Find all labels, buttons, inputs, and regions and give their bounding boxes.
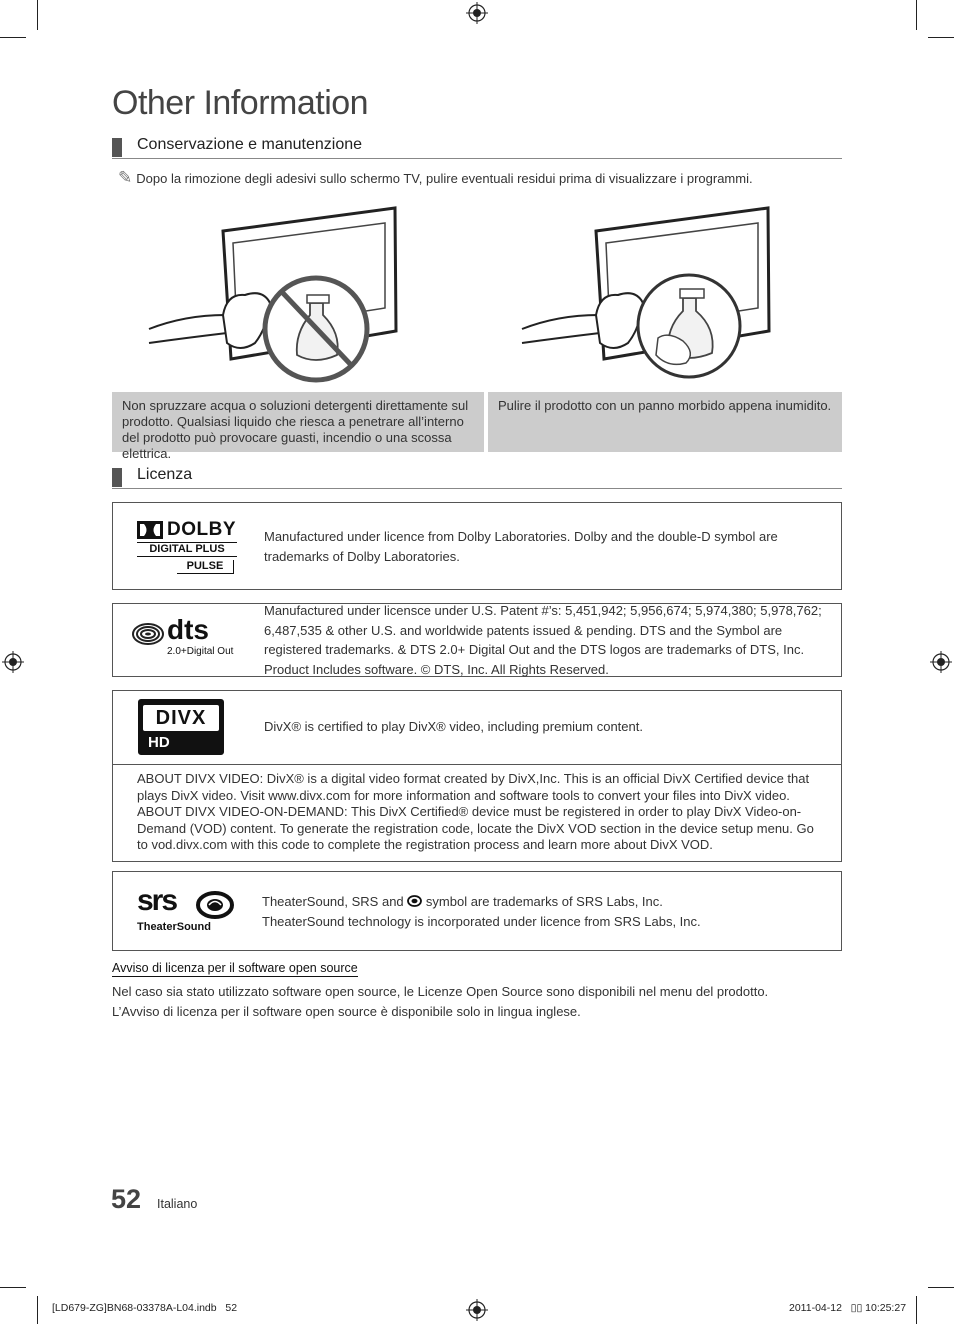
section-title: Conservazione e manutenzione <box>137 136 363 153</box>
srs-text-part2: symbol are trademarks of SRS Labs, Inc. <box>425 894 663 909</box>
license-box-divx <box>112 690 842 862</box>
caption-text: Pulire il prodotto con un panno morbido appena inumidito. <box>498 398 832 413</box>
dolby-logo <box>137 519 241 575</box>
note-text: Dopo la rimozione degli adesivi sullo schermo TV, pulire eventuali residui prima di visualizzare i programmi. <box>136 171 753 186</box>
registration-mark-icon <box>930 651 952 673</box>
crop-mark <box>37 1296 38 1324</box>
dts-logo-sub: 2.0+Digital Out <box>167 646 234 657</box>
dts-logo-text: dts <box>167 614 209 645</box>
dolby-double-d-icon <box>137 521 163 539</box>
srs-text-part1: TheaterSound, SRS and <box>262 894 404 909</box>
registration-mark-icon <box>466 1299 488 1321</box>
opensource-line2: L’Avviso di licenza per il software open source è disponibile solo in lingua inglese. <box>112 1003 581 1019</box>
illustration-soft-cloth <box>518 203 773 388</box>
divx-about-text: ABOUT DIVX VIDEO: DivX® is a digital video format created by DivX,Inc. This is an official DivX Certified device that plays DivX video. Visit www.divx.com for more information and software tools to convert your files into DivX video. ABOUT DIVX VIDEO-ON-DEMAND: This DivX Certified® device must be registered in order to play DivX Video-on-Demand (VOD) content. To generate the registration code, locate the DivX VOD section in the device setup menu. Go to vod.divx.com with this code to complete the registration process and learn more about DivX VOD. <box>137 771 814 852</box>
divx-license-text: DivX® is certified to play DivX® video, including premium content. <box>264 719 643 734</box>
dolby-logo-line3: PULSE <box>177 560 234 574</box>
page-language: Italiano <box>157 1197 198 1211</box>
divx-logo <box>138 699 224 755</box>
caption-text: Non spruzzare acqua o soluzioni detergenti direttamente sul prodotto. Qualsiasi liquido che riesca a penetrare all’interno del prodotto può provocare guasti, incendio o una scossa elettrica. <box>122 398 469 461</box>
opensource-line1: Nel caso sia stato utilizzato software open source, le Licenze Open Source sono disponibili nel menu del prodotto. <box>112 984 769 999</box>
srs-logo-text: srs <box>137 884 177 917</box>
footer-file: [LD679-ZG]BN68-03378A-L04.indb 52 <box>52 1302 238 1314</box>
registration-mark-icon <box>466 2 488 24</box>
dolby-logo-line2: DIGITAL PLUS <box>137 542 237 557</box>
srs-text-line2: TheaterSound technology is incorporated under licence from SRS Labs, Inc. <box>262 913 701 929</box>
srs-symbol-icon <box>407 895 422 907</box>
srs-logo <box>137 884 241 936</box>
caption-soft-cloth <box>488 392 842 452</box>
footer-datetime: 2011-04-12 ▯▯ 10:25:27 <box>789 1302 907 1314</box>
page-title: Other Information <box>112 84 369 122</box>
page-number: 52 <box>111 1184 142 1214</box>
divx-logo-text: DIVX <box>143 705 219 731</box>
srs-logo-sub: TheaterSound <box>137 921 211 933</box>
pencil-note-icon: ✎ <box>118 168 133 187</box>
license-box-srs <box>112 871 842 951</box>
section-title: Licenza <box>137 466 193 483</box>
crop-mark <box>37 0 38 30</box>
crop-mark <box>928 37 954 38</box>
caption-no-spray <box>112 392 484 461</box>
opensource-text <box>112 982 768 1021</box>
license-box-dolby <box>112 502 842 590</box>
crop-mark <box>0 1287 26 1288</box>
divider <box>113 764 841 765</box>
srs-circle-icon <box>195 890 235 920</box>
dolby-license-text: Manufactured under licence from Dolby Laboratories. Dolby and the double-D symbol are trademarks of Dolby Laboratories. <box>264 529 778 564</box>
license-box-dts <box>112 603 842 677</box>
crop-mark <box>928 1287 954 1288</box>
section-marker <box>112 468 122 487</box>
section-marker <box>112 138 122 157</box>
dts-symbol-icon <box>131 622 165 646</box>
section-heading-care <box>112 136 842 159</box>
srs-license-text <box>262 892 832 931</box>
registration-mark-icon <box>2 651 24 673</box>
illustration-no-spray <box>145 203 400 388</box>
divx-logo-sub: HD <box>148 734 170 751</box>
crop-mark <box>916 0 917 30</box>
dts-license-text: Manufactured under licensce under U.S. Patent #’s: 5,451,942; 5,956,674; 5,974,380; 5,978,762; 6,487,535 & other U.S. and worldwide patents issued & pending. DTS and the Symbol are registered trademarks. & DTS 2.0+ Digital Out and the DTS logos are trademarks of DTS, Inc. Product Includes software. © DTS, Inc. All Rights Reserved. <box>264 603 822 677</box>
crop-mark <box>0 37 26 38</box>
note <box>118 168 753 188</box>
crop-mark <box>916 1296 917 1324</box>
dolby-logo-text: DOLBY <box>167 519 236 540</box>
dts-logo <box>131 614 241 664</box>
section-heading-license <box>112 466 842 489</box>
opensource-notice-heading[interactable]: Avviso di licenza per il software open source <box>112 961 358 975</box>
